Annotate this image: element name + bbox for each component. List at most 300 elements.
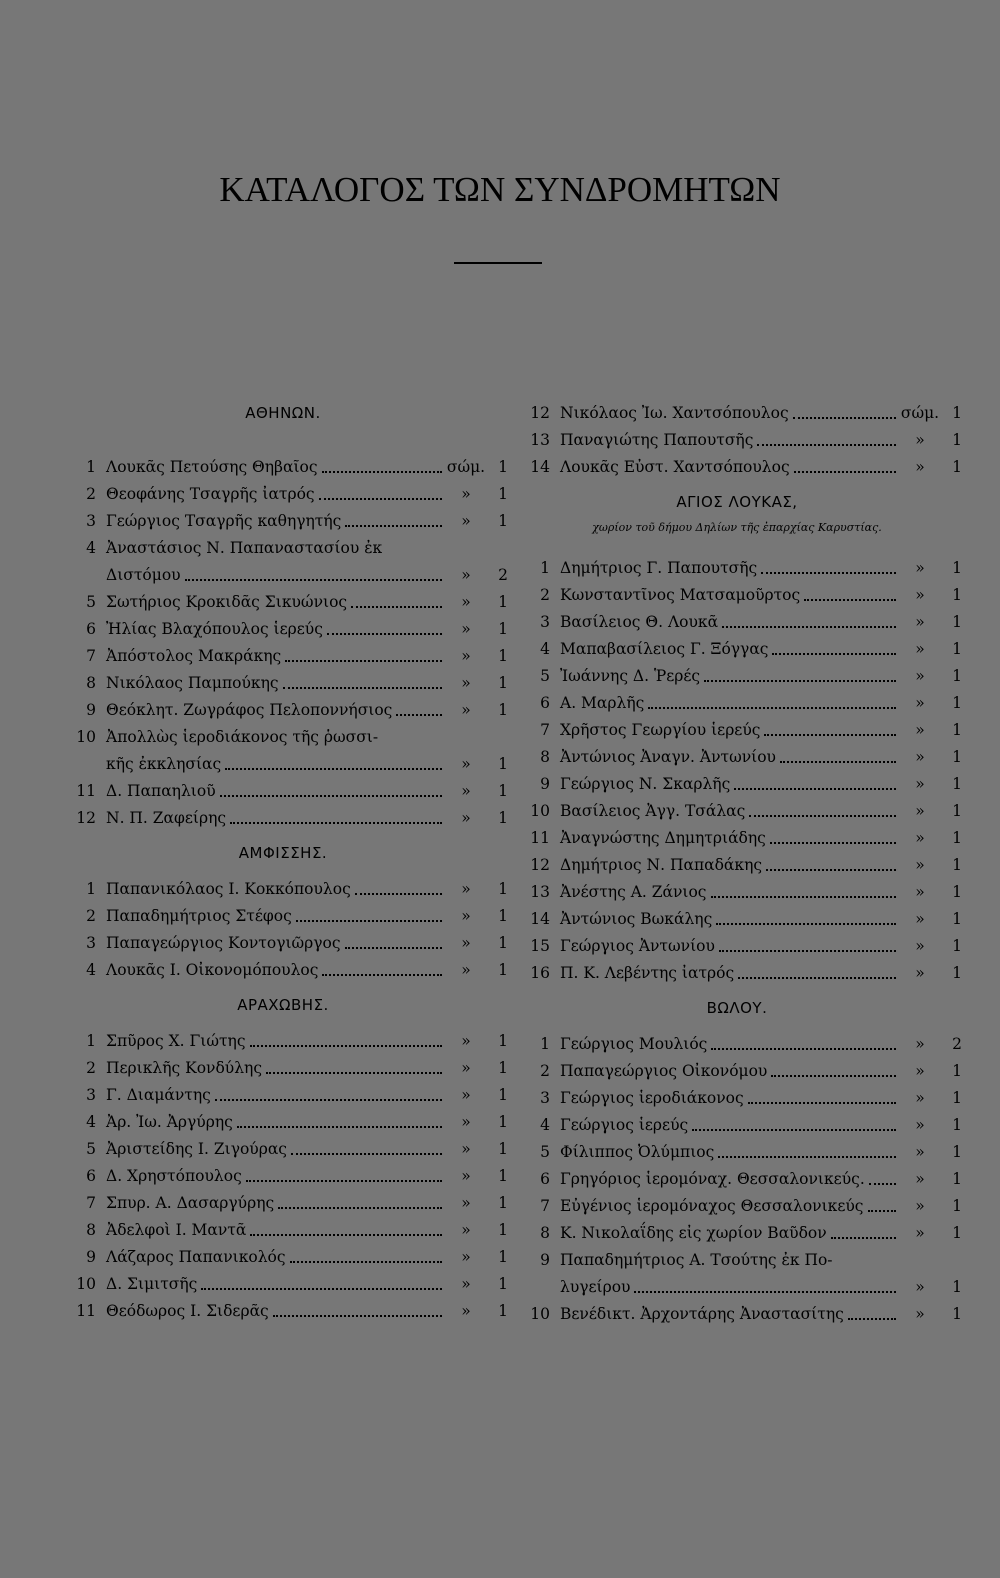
entry-unit-mark: » [915,883,925,901]
leader-dots [220,795,442,797]
entry-quantity: 1 [498,620,508,638]
entry-number: 13 [530,431,550,449]
section-subheading: χωρίον τοῦ δήμου Δηλίων τῆς ἐπαρχίας Καρυστίας. [592,521,882,534]
list-item [58,903,508,930]
entry-quantity: 1 [952,910,962,928]
entry-number: 8 [86,1221,96,1239]
entry-name: Ἀπόστολος Μακράκης [106,647,282,665]
entry-name: Γ. Διαμάντης [106,1086,211,1104]
entry-name: Γεώργιος Τσαγρῆς καθηγητής [106,512,342,530]
list-item [512,933,962,960]
leader-dots [772,653,896,655]
entry-unit-mark: » [915,613,925,631]
leader-dots [355,893,442,895]
leader-dots [290,1261,442,1263]
entry-name: Ἀνέστης Α. Ζάνιος [560,883,707,901]
entry-name: Βασίλειος Θ. Λουκᾶ [560,613,719,631]
leader-dots [780,761,896,763]
leader-dots [319,498,442,500]
entry-number: 8 [540,748,550,766]
entry-unit-mark: » [461,701,471,719]
entry-name: Παπαδημήτριος Στέφος [106,907,292,925]
section-heading: ΑΡΑΧΩΒΗΣ. [237,996,329,1014]
entry-quantity: 1 [952,1089,962,1107]
leader-dots [396,714,442,716]
leader-dots [648,707,896,709]
entry-number: 5 [540,1143,550,1161]
entry-name: Λουκᾶς Εὐστ. Χαντσόπουλος [560,458,790,476]
right-column [512,400,962,1328]
entry-unit-mark: » [461,1140,471,1158]
entry-number: 11 [530,829,550,847]
list-item-continuation [58,562,508,589]
leader-dots [322,974,442,976]
entry-number: 3 [86,1086,96,1104]
list-item [512,960,962,987]
entry-quantity: 1 [952,1278,962,1296]
entry-quantity: 1 [498,880,508,898]
leader-dots [285,660,442,662]
entry-quantity: 1 [952,1143,962,1161]
entry-quantity: 1 [498,1167,508,1185]
leader-dots [711,896,897,898]
entry-unit-mark: » [915,937,925,955]
entry-name: Περικλῆς Κονδύλης [106,1059,263,1077]
entry-quantity: 1 [498,485,508,503]
entry-quantity: 1 [498,1032,508,1050]
leader-dots [848,1318,896,1320]
entry-number: 8 [86,674,96,692]
leader-dots [764,734,896,736]
entry-quantity: 1 [498,1059,508,1077]
entry-quantity: 1 [952,964,962,982]
entry-name: Γεώργιος Ν. Σκαρλῆς [560,775,731,793]
list-item-continuation [58,751,508,778]
entry-name: Δ. Σιμιτσῆς [106,1275,198,1293]
list-item [512,906,962,933]
list-item [512,744,962,771]
entry-name: Λουκᾶς Ι. Οἰκονομόπουλος [106,961,319,979]
list-item [58,589,508,616]
entry-number: 14 [530,910,550,928]
entry-quantity: 1 [498,512,508,530]
entry-unit-mark: σώμ. [446,458,486,476]
entry-number: 5 [86,593,96,611]
entry-quantity: 1 [952,1062,962,1080]
entry-unit-mark: » [915,1278,925,1296]
entry-number: 6 [86,620,96,638]
entry-name: Κ. Νικολαΐδης εἰς χωρίον Βαῦδον [560,1224,827,1242]
leader-dots [766,869,896,871]
entry-number: 12 [530,404,550,422]
left-column [58,400,508,1325]
leader-dots [327,633,442,635]
entry-quantity: 1 [498,593,508,611]
entry-name: Ἀντώνιος Ἀναγν. Ἀντωνίου [560,748,776,766]
entry-unit-mark: » [915,458,925,476]
leader-dots [345,947,442,949]
entry-name: Σωτήριος Κροκιδᾶς Σικυώνιος [106,593,348,611]
entry-unit-mark: » [461,647,471,665]
entry-number: 2 [86,907,96,925]
entry-name-continued: κῆς ἐκκλησίας [106,755,222,773]
list-item [512,1166,962,1193]
entry-quantity: 1 [498,701,508,719]
entry-unit-mark: » [461,934,471,952]
leader-dots [771,1075,896,1077]
entry-name: Γεώργιος ἱερεύς [560,1116,689,1134]
entry-number: 15 [530,937,550,955]
leader-dots [278,1207,442,1209]
entry-unit-mark: » [915,1305,925,1323]
entry-unit-mark: » [461,1302,471,1320]
list-item [512,663,962,690]
entry-number: 3 [86,512,96,530]
entry-unit-mark: » [461,512,471,530]
entry-name: Παπαδημήτριος Α. Τσούτης ἐκ Πο- [560,1251,833,1269]
entry-quantity: 1 [952,721,962,739]
entry-number: 10 [76,728,96,746]
entry-number: 4 [86,1113,96,1131]
entry-unit-mark: » [915,802,925,820]
leader-dots [734,788,896,790]
entry-quantity: 1 [498,907,508,925]
entry-name: Ἀντώνιος Βωκάλης [560,910,713,928]
list-item [512,825,962,852]
entry-number: 1 [86,880,96,898]
entry-unit-mark: » [915,431,925,449]
list-item [58,1028,508,1055]
entry-quantity: 1 [498,458,508,476]
entry-quantity: 1 [952,937,962,955]
entry-number: 4 [540,640,550,658]
list-item [512,771,962,798]
entry-quantity: 1 [498,961,508,979]
list-item [58,1217,508,1244]
entry-name: Φίλιππος Ὀλύμπιος [560,1143,715,1161]
entry-unit-mark: » [461,1248,471,1266]
entry-unit-mark: » [461,1194,471,1212]
entry-unit-mark: » [915,1197,925,1215]
leader-dots [748,1102,896,1104]
list-item [58,643,508,670]
entry-number: 9 [540,775,550,793]
entry-unit-mark: » [915,1143,925,1161]
list-item [512,1085,962,1112]
entry-quantity: 1 [952,458,962,476]
entry-quantity: 1 [498,755,508,773]
list-item [58,1082,508,1109]
entry-number: 4 [86,539,96,557]
entry-unit-mark: » [461,1032,471,1050]
entry-number: 3 [86,934,96,952]
list-item [512,852,962,879]
entry-quantity: 1 [498,1248,508,1266]
entry-number: 7 [540,1197,550,1215]
entry-quantity: 1 [952,1305,962,1323]
list-item [58,1136,508,1163]
entry-name: Δημήτριος Ν. Παπαδάκης [560,856,763,874]
leader-dots [761,572,896,574]
list-item [58,1190,508,1217]
entry-name: Λάζαρος Παπανικολός [106,1248,286,1266]
entry-unit-mark: » [915,910,925,928]
entry-name: Ἀναγνώστης Δημητριάδης [560,829,766,847]
entry-number: 7 [86,1194,96,1212]
entry-quantity: 1 [498,809,508,827]
entry-name: Γεώργιος Ἀντωνίου [560,937,715,955]
title-rule [454,262,542,264]
entry-unit-mark: » [461,961,471,979]
list-item [512,1112,962,1139]
entry-quantity: 1 [498,1140,508,1158]
entry-number: 12 [76,809,96,827]
entry-unit-mark: » [915,748,925,766]
leader-dots [868,1210,897,1212]
list-item [58,1055,508,1082]
entry-unit-mark: » [915,640,925,658]
list-item [58,1109,508,1136]
entry-number: 10 [530,802,550,820]
leader-dots [273,1315,442,1317]
entry-quantity: 1 [952,586,962,604]
entry-number: 9 [86,1248,96,1266]
entry-number: 6 [86,1167,96,1185]
leader-dots [738,977,896,979]
entry-name: Ἀπολλὼς ἱεροδιάκονος τῆς ῥωσσι- [106,728,379,746]
list-item [512,427,962,454]
entry-name: Εὐγένιος ἱερομόναχος Θεσσαλονικεύς [560,1197,864,1215]
entry-quantity: 2 [498,566,508,584]
entry-unit-mark: » [461,620,471,638]
list-item [512,1193,962,1220]
entry-quantity: 1 [952,404,962,422]
entry-number: 4 [86,961,96,979]
leader-dots [246,1180,442,1182]
leader-dots [749,815,896,817]
entry-name: Ἀδελφοὶ Ι. Μαντᾶ [106,1221,247,1239]
entry-unit-mark: » [915,559,925,577]
entry-number: 6 [540,1170,550,1188]
entry-number: 11 [76,1302,96,1320]
list-item-continuation [512,1274,962,1301]
list-item [58,1244,508,1271]
entry-unit-mark: » [461,782,471,800]
entry-quantity: 1 [952,748,962,766]
entry-name: Νικόλαος Παμπούκης [106,674,279,692]
entry-unit-mark: » [461,1086,471,1104]
entry-unit-mark: » [461,566,471,584]
entry-unit-mark: » [461,1167,471,1185]
entry-name: Παπαγεώργιος Κοντογιῶργος [106,934,341,952]
section-heading: ΑΘΗΝΩΝ. [245,404,321,422]
entry-unit-mark: » [915,1062,925,1080]
entry-name-continued: λυγείρου [560,1278,631,1296]
entry-name: Παναγιώτης Παπουτσῆς [560,431,754,449]
entry-number: 2 [86,485,96,503]
entry-number: 13 [530,883,550,901]
list-item [512,1247,962,1274]
leader-dots [704,680,896,682]
leader-dots [283,687,442,689]
entry-name: Κωνσταντῖνος Ματσαμοῦρτος [560,586,801,604]
entry-name: Βενέδικτ. Ἀρχοντάρης Ἀναστασίτης [560,1305,844,1323]
list-item [512,582,962,609]
list-item [58,957,508,984]
entry-number: 7 [540,721,550,739]
leader-dots [225,768,442,770]
entry-quantity: 1 [952,559,962,577]
list-item [512,454,962,481]
entry-name: Θεόδωρος Ι. Σιδερᾶς [106,1302,269,1320]
leader-dots [692,1129,896,1131]
list-item [512,1031,962,1058]
entry-unit-mark: » [915,667,925,685]
entry-name: Ἀρ. Ἰω. Ἀργύρης [106,1113,233,1131]
entry-unit-mark: » [461,485,471,503]
entry-unit-mark: » [461,880,471,898]
leader-dots [718,1156,896,1158]
entry-quantity: 1 [498,647,508,665]
list-item [512,798,962,825]
entry-quantity: 1 [498,674,508,692]
entry-unit-mark: » [461,1113,471,1131]
leader-dots [716,923,896,925]
list-item [58,1271,508,1298]
leader-dots [351,606,442,608]
leader-dots [322,471,442,473]
entry-unit-mark: » [915,1035,925,1053]
entry-unit-mark: σώμ. [900,404,940,422]
list-item [512,1139,962,1166]
entry-unit-mark: » [461,809,471,827]
list-item [512,690,962,717]
entry-quantity: 1 [952,883,962,901]
list-item [58,876,508,903]
entry-name: Α. Μαρλῆς [560,694,645,712]
leader-dots [266,1072,442,1074]
list-item [512,609,962,636]
leader-dots [250,1045,442,1047]
entry-quantity: 1 [952,1170,962,1188]
leader-dots [770,842,896,844]
list-item [512,636,962,663]
entry-name: Παπαγεώργιος Οἰκονόμου [560,1062,768,1080]
entry-quantity: 2 [952,1035,962,1053]
leader-dots [794,471,896,473]
list-item [58,778,508,805]
entry-name: Ἠλίας Βλαχόπουλος ἱερεύς [106,620,323,638]
entry-name: Νικόλαος Ἰω. Χαντσόπουλος [560,404,789,422]
entry-name: Μαπαβασίλειος Γ. Ξόγγας [560,640,769,658]
leader-dots [757,444,896,446]
entry-number: 3 [540,1089,550,1107]
list-item [58,805,508,832]
entry-quantity: 1 [498,1275,508,1293]
entry-quantity: 1 [498,934,508,952]
entry-number: 5 [86,1140,96,1158]
entry-quantity: 1 [952,431,962,449]
entry-name: Σπῦρος Χ. Γιώτης [106,1032,246,1050]
entry-number: 1 [86,458,96,476]
entry-unit-mark: » [461,907,471,925]
leader-dots [237,1126,442,1128]
entry-name: Γεώργιος ἱεροδιάκονος [560,1089,744,1107]
leader-dots [291,1153,442,1155]
entry-name: Θεοφάνης Τσαγρῆς ἰατρός [106,485,315,503]
leader-dots [296,920,442,922]
list-item [58,697,508,724]
entry-unit-mark: » [915,856,925,874]
entry-unit-mark: » [915,1116,925,1134]
entry-quantity: 1 [952,829,962,847]
entry-unit-mark: » [915,829,925,847]
leader-dots [185,579,442,581]
leader-dots [719,950,896,952]
entry-unit-mark: » [461,755,471,773]
list-item [58,454,508,481]
entry-unit-mark: » [461,1221,471,1239]
page-title: ΚΑΤΑΛΟΓΟΣ ΤΩΝ ΣΥΝΔΡΟΜΗΤΩΝ [219,170,781,209]
list-item [512,879,962,906]
entry-number: 3 [540,613,550,631]
entry-quantity: 1 [952,640,962,658]
entry-name: Βασίλειος Ἀγγ. Τσάλας [560,802,746,820]
leader-dots [793,417,896,419]
leader-dots [869,1183,896,1185]
leader-dots [804,599,896,601]
list-item [58,930,508,957]
list-item [58,670,508,697]
entry-unit-mark: » [461,593,471,611]
list-item [512,1058,962,1085]
entry-number: 14 [530,458,550,476]
entry-name: Θεόκλητ. Ζωγράφος Πελοποννήσιος [106,701,393,719]
list-item [58,508,508,535]
entry-unit-mark: » [915,1089,925,1107]
entry-quantity: 1 [952,694,962,712]
entry-quantity: 1 [952,775,962,793]
entry-unit-mark: » [915,721,925,739]
entry-name-continued: Διστόμου [106,566,181,584]
entry-name: Σπυρ. Α. Δασαργύρης [106,1194,275,1212]
entry-number: 1 [540,1035,550,1053]
entry-number: 11 [76,782,96,800]
list-item [58,481,508,508]
entry-quantity: 1 [498,1221,508,1239]
entry-name: Ἰωάννης Δ. Ῥερές [560,667,701,685]
entry-number: 9 [540,1251,550,1269]
list-item [58,724,508,751]
entry-unit-mark: » [461,1275,471,1293]
entry-number: 2 [86,1059,96,1077]
entry-quantity: 1 [498,1113,508,1131]
entry-name: Χρῆστος Γεωργίου ἱερεύς [560,721,761,739]
entry-number: 7 [86,647,96,665]
entry-name: Δημήτριος Γ. Παπουτσῆς [560,559,758,577]
entry-number: 2 [540,586,550,604]
leader-dots [201,1288,442,1290]
list-item [58,1163,508,1190]
entry-name: Π. Κ. Λεβέντης ἰατρός [560,964,735,982]
list-item [58,535,508,562]
entry-quantity: 1 [498,1302,508,1320]
list-item [58,616,508,643]
entry-quantity: 1 [952,1197,962,1215]
entry-unit-mark: » [461,1059,471,1077]
entry-name: Λουκᾶς Πετούσης Θηβαῖος [106,458,318,476]
entry-quantity: 1 [952,667,962,685]
